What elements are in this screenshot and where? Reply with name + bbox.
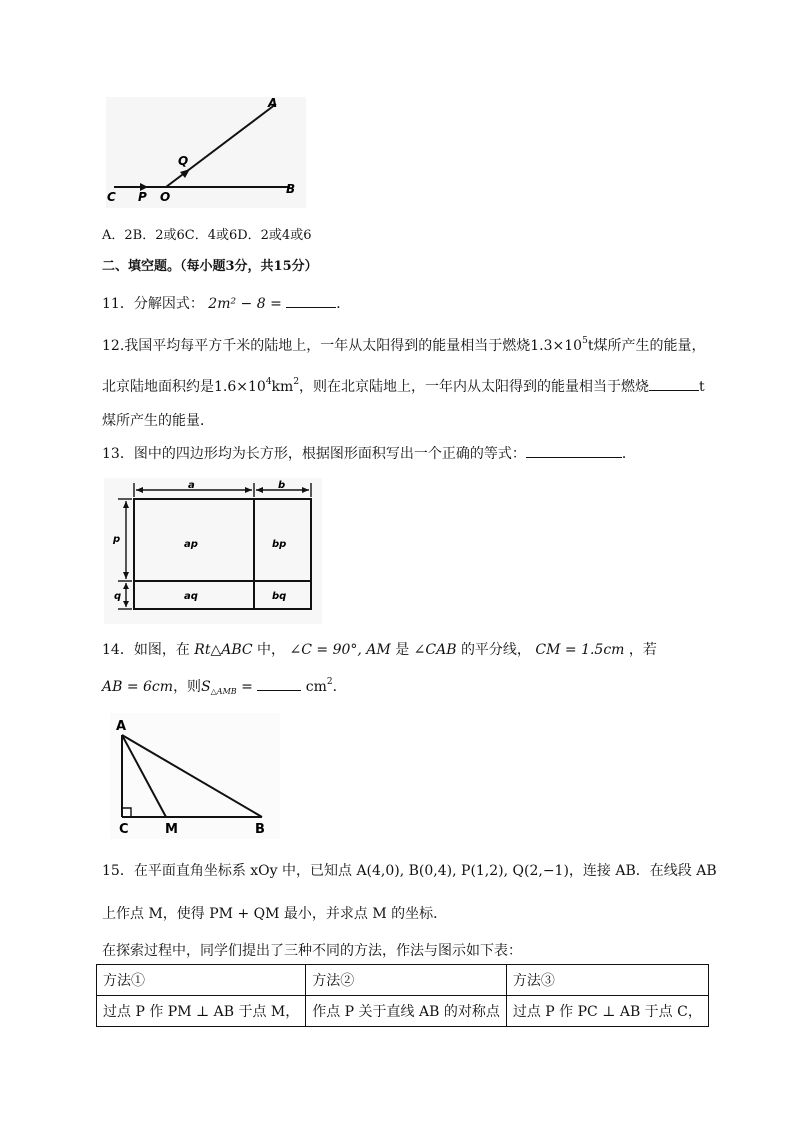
label-a: A	[268, 96, 278, 110]
label-c: C	[107, 190, 116, 204]
label-p: P	[138, 190, 147, 204]
section-heading: 二、填空题。（每小题3分，共15分）	[102, 259, 318, 274]
q14-text-1: 14．如图，在	[102, 642, 190, 658]
q11-answer-blank[interactable]	[286, 307, 336, 308]
q14-area-subscript: △AMB	[210, 687, 237, 696]
label-m: M	[165, 822, 178, 837]
q12-unit-exponent: 2	[293, 377, 300, 387]
label-bq: bq	[272, 591, 287, 602]
q11-formula: 2m² − 8 =	[208, 296, 282, 312]
q14-text-6: ，则	[173, 679, 202, 695]
q11-prefix: 11．分解因式：	[102, 296, 204, 312]
label-b: B	[286, 182, 296, 196]
label-q: Q	[178, 154, 189, 168]
header-method-3: 方法③	[506, 965, 708, 996]
q14-equals: =	[241, 679, 253, 695]
label-c: C	[119, 822, 129, 837]
q14-ab-length: AB = 6cm	[102, 679, 174, 695]
q13	[102, 443, 636, 463]
q11-end: ．	[336, 296, 351, 312]
label-aq: aq	[184, 591, 198, 602]
label-p: p	[113, 534, 121, 545]
q15-line1: 15．在平面直角坐标系 xOy 中，已知点 A(4,0), B(0,4), P(1,2), Q(2,−1)，连接 AB．在线段 AB	[102, 863, 717, 879]
angle-figure	[100, 95, 310, 210]
q12-unit-b: km	[271, 379, 294, 395]
q14-unit-exponent: 2	[326, 677, 333, 687]
label-b: b	[278, 480, 286, 491]
q12-text-a: 12.我国平均每平方千米的陆地上，一年从太阳得到的能量相当于燃烧	[102, 338, 531, 354]
q13-text: 13．图中的四边形均为长方形，根据图形面积写出一个正确的等式：	[102, 446, 526, 462]
q15-line2: 上作点 M，使得 PM + QM 最小，并求点 M 的坐标．	[102, 906, 448, 922]
q12-answer-blank[interactable]	[649, 390, 699, 391]
label-ap: ap	[184, 539, 198, 550]
header-method-1: 方法①	[97, 965, 306, 996]
rectangle-area-figure	[104, 478, 322, 624]
figure-background	[106, 97, 306, 208]
q12-line3: 煤所产生的能量．	[102, 413, 214, 429]
label-b: B	[255, 822, 265, 837]
q14-text-5: ，若	[628, 642, 657, 658]
triangle-figure	[110, 713, 280, 839]
q14-angle: ∠CAB	[413, 642, 457, 658]
method-1-cell: 过点 P 作 PM ⊥ AB 于点 M，	[97, 996, 306, 1027]
methods-table	[96, 964, 709, 1027]
table-header-row	[97, 965, 709, 996]
q12-unit-a: t	[587, 338, 594, 354]
q13-end: ．	[621, 446, 636, 462]
q14-unit: cm	[305, 679, 327, 695]
q12-number-b: 1.6×10	[214, 379, 266, 395]
q14-line1	[102, 639, 657, 659]
q14-line2	[102, 676, 347, 696]
table-row	[97, 996, 709, 1027]
q14-triangle: Rt△ABC	[194, 642, 253, 658]
q14-end: ．	[332, 679, 347, 695]
label-o: O	[160, 190, 171, 204]
method-3-cell: 过点 P 作 PC ⊥ AB 于点 C，	[506, 996, 708, 1027]
q13-answer-blank[interactable]	[526, 457, 622, 458]
q12-tail-a: 煤所产生的能量，	[593, 338, 706, 354]
method-2-cell: 作点 P 关于直线 AB 的对称点	[306, 996, 507, 1027]
q12-tail-b: ，则在北京陆地上，一年内从太阳得到的能量相当于燃烧	[299, 379, 650, 395]
q12-unit-b2: t	[699, 379, 705, 395]
q14-text-2: 中，	[257, 642, 286, 658]
q14-condition: ∠C = 90°, AM	[289, 642, 391, 658]
q12-exponent-b: 4	[265, 377, 272, 387]
q10-choices: A．2B．2或6C．4或6D．2或4或6	[102, 228, 312, 243]
q14-text-4: 的平分线，	[460, 642, 531, 658]
q12-line1	[102, 335, 705, 355]
q14-answer-blank[interactable]	[257, 690, 301, 691]
figure-background	[110, 713, 280, 839]
label-q: q	[114, 591, 122, 602]
label-bp: bp	[272, 539, 287, 550]
q12-number-a: 1.3×10	[530, 338, 583, 354]
q15-line3: 在探索过程中，同学们提出了三种不同的方法，作法与图示如下表：	[102, 943, 522, 959]
label-a: A	[116, 719, 127, 734]
q14-cm-length: CM = 1.5cm	[535, 642, 625, 658]
label-a: a	[188, 480, 195, 491]
q11	[102, 293, 350, 313]
header-method-2: 方法②	[306, 965, 507, 996]
q14-text-3: 是	[395, 642, 410, 658]
q12-text-b: 北京陆地面积约是	[102, 379, 214, 395]
q14-area-symbol: S	[201, 679, 211, 695]
q12-line2	[102, 376, 705, 396]
q12-exponent-a: 5	[582, 336, 588, 346]
